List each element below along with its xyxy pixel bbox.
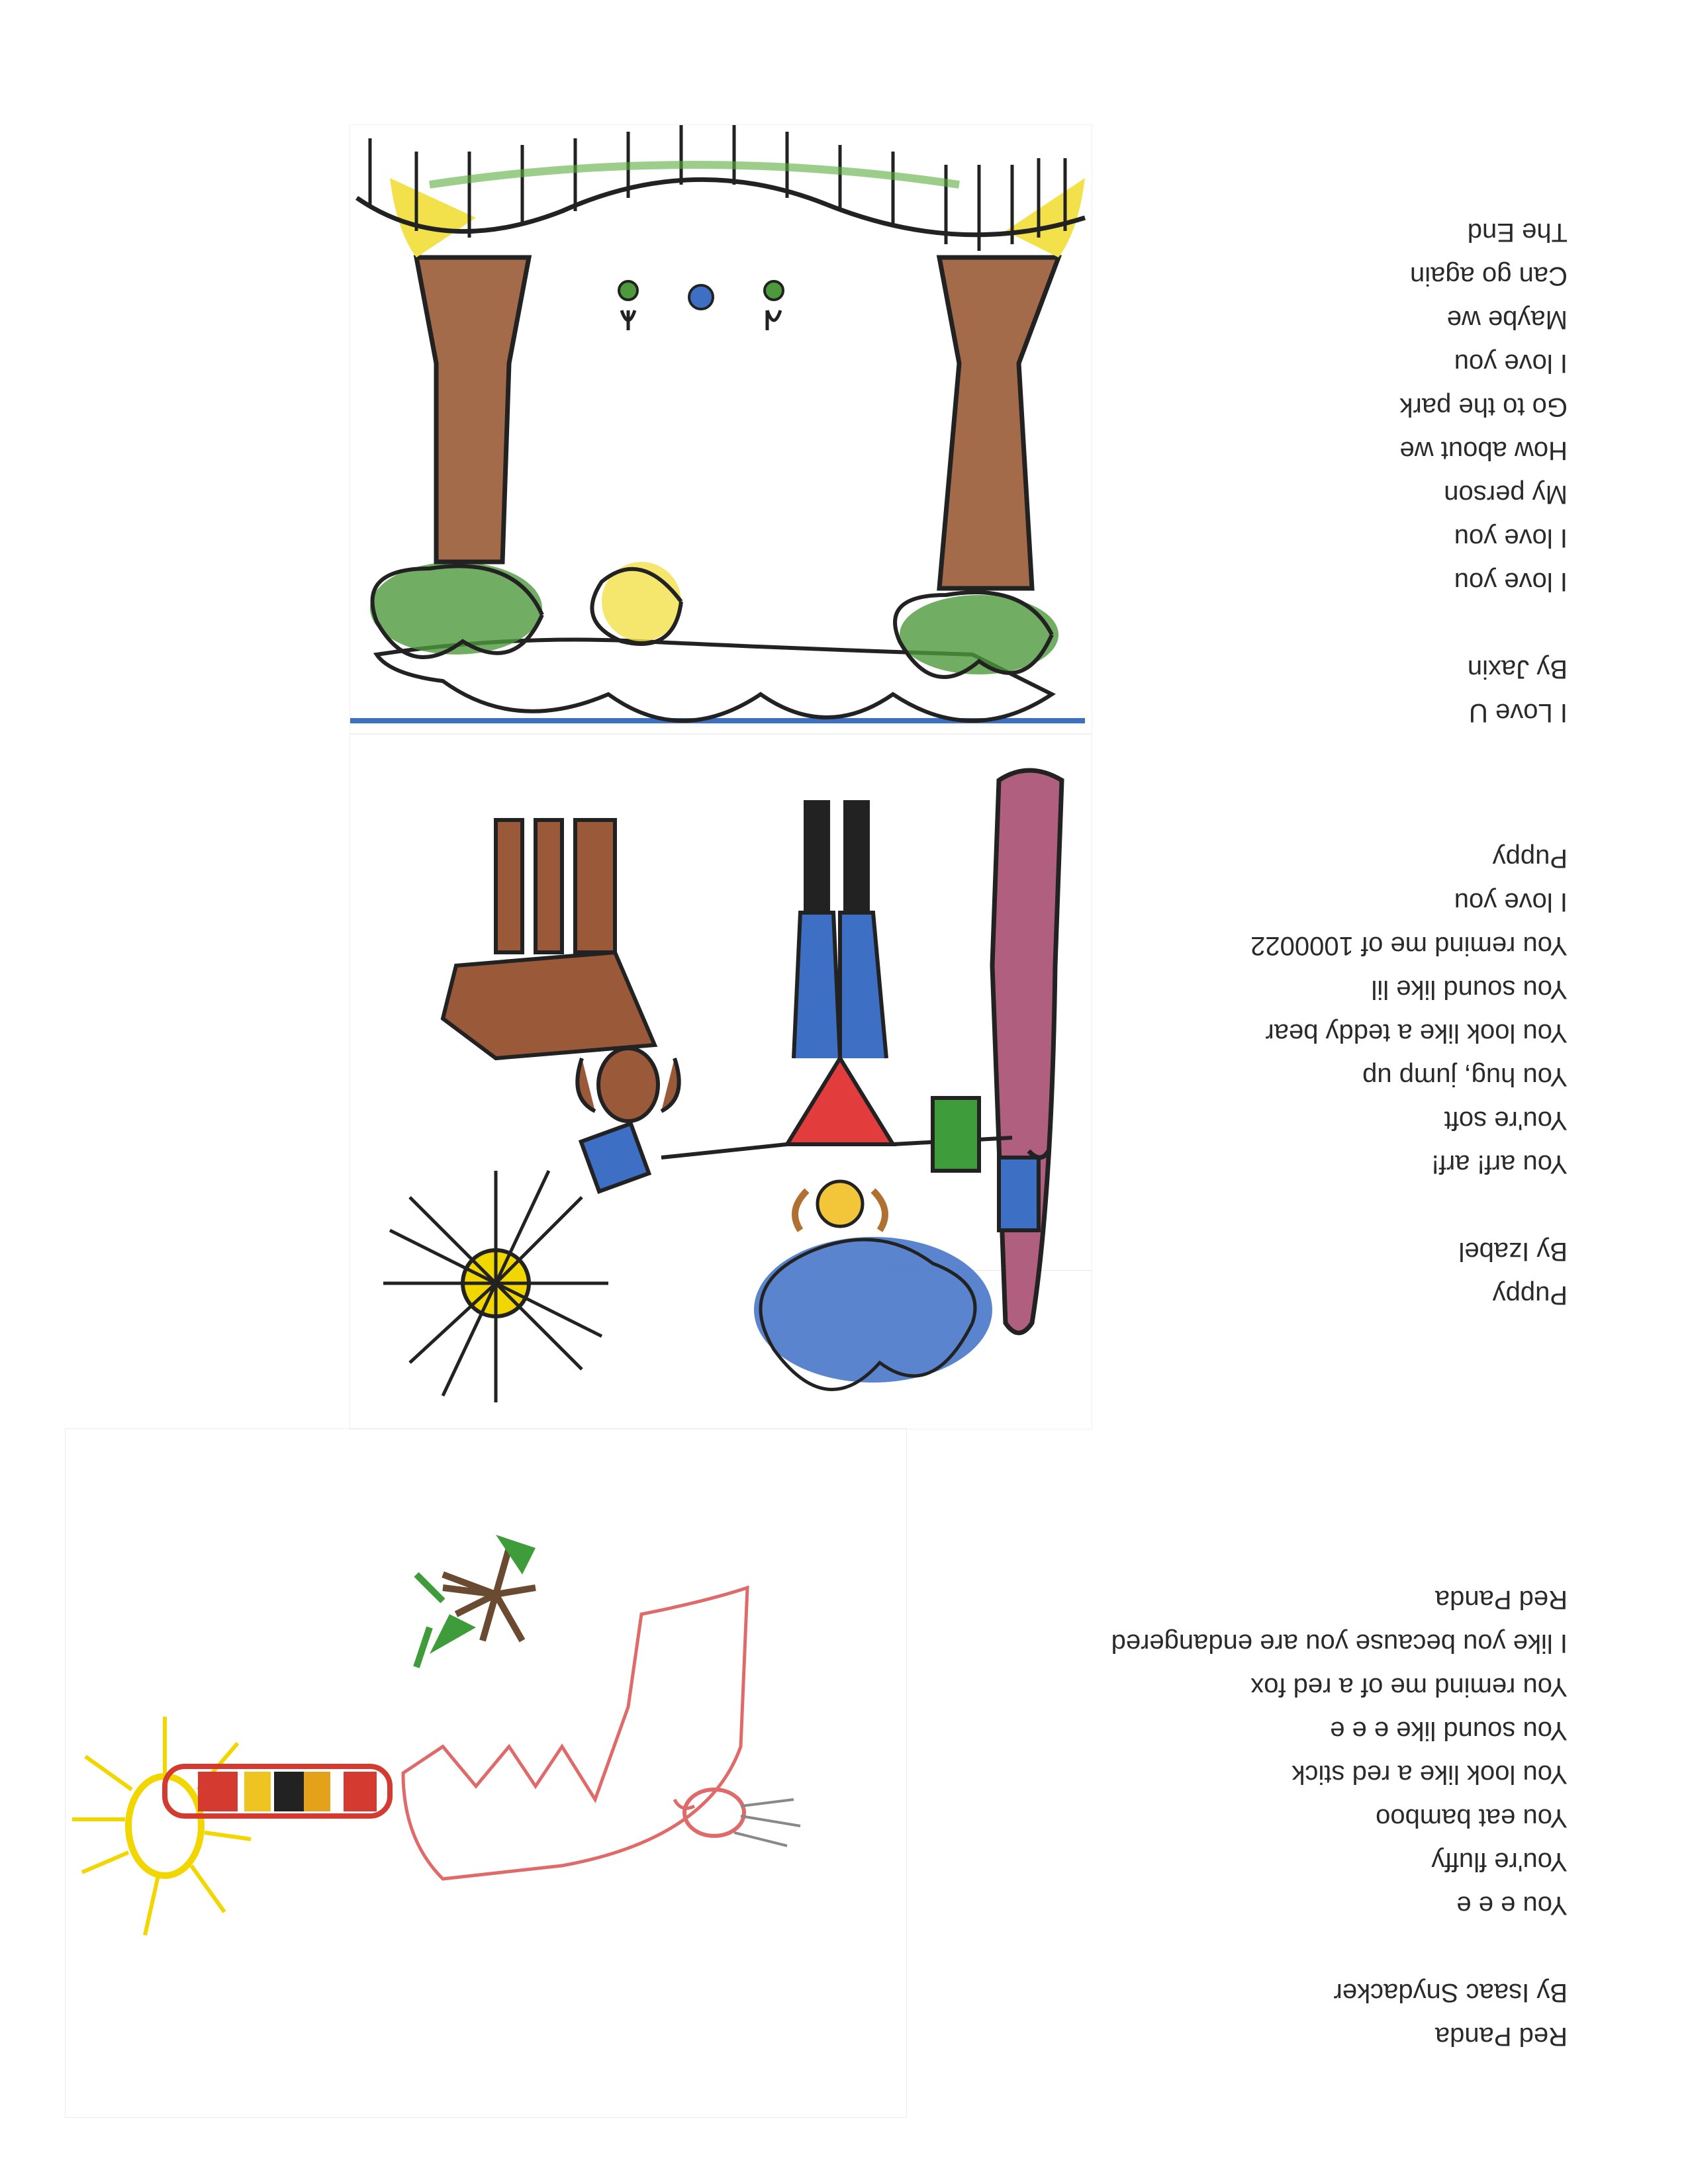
park-drawing (350, 124, 1092, 735)
poem-line: You sound like e e e (1330, 1716, 1568, 1745)
tree-right (390, 178, 529, 562)
poem-line: I love you (1454, 567, 1568, 596)
canopy-line (357, 125, 1085, 251)
bamboo-leaves (416, 1535, 536, 1667)
poem-line: You look like a teddy bear (1265, 1019, 1568, 1048)
poem-line: You arf! arf! (1431, 1150, 1568, 1179)
sun-icon (72, 1717, 251, 1935)
poem-line: You hug, jump up (1362, 1062, 1568, 1091)
poem-line: You sound like lil (1371, 975, 1568, 1004)
poem-line: You remind me of a red fox (1250, 1672, 1568, 1702)
poem-title: Red Panda (1434, 2022, 1568, 2051)
poem-author: By Izabel (1458, 1237, 1568, 1266)
poem-title: I Love U (1469, 698, 1568, 727)
poem-line: You e e e (1456, 1891, 1568, 1920)
poem-line: You look like a red stick (1291, 1760, 1568, 1789)
yellow-ball (592, 562, 681, 644)
poem-red-panda (1111, 1578, 1568, 2058)
puppy-drawing (350, 733, 1092, 1430)
poem-line: You eat bamboo (1376, 1803, 1568, 1833)
poem-line: I love you (1454, 887, 1568, 917)
poem-line: Puppy (1492, 844, 1568, 873)
sun-icon (383, 1171, 608, 1402)
poem-line: You're soft (1444, 1106, 1568, 1135)
blue-puddle (754, 1237, 992, 1390)
poem-line: You're fluffy (1431, 1847, 1568, 1876)
poem-author: By Isaac Snydacker (1333, 1978, 1568, 2007)
poem-puppy (1250, 837, 1568, 1317)
poem-title: Puppy (1492, 1281, 1568, 1310)
poem-line: Red Panda (1434, 1585, 1568, 1614)
poem-line: The End (1467, 218, 1568, 247)
poem-line: My person (1444, 480, 1568, 509)
red-panda-drawing (65, 1428, 907, 2118)
poem-line: Maybe we (1446, 305, 1568, 334)
poem-line: Can go again (1410, 261, 1568, 291)
tree-trunk (992, 770, 1062, 1333)
poem-line: I love you (1454, 523, 1568, 553)
poem-line: I like you because you are endangered (1111, 1629, 1568, 1658)
bird-figures (619, 281, 783, 330)
poem-author: By Jaxin (1467, 655, 1568, 684)
poem-line: Go to the park (1399, 392, 1568, 422)
poem-line: How about we (1399, 436, 1568, 465)
poem-line: I love you (1454, 349, 1568, 378)
poem-i-love-u (1400, 210, 1568, 735)
puppy-figure (443, 820, 679, 1121)
bush-left (895, 592, 1058, 677)
bamboo-stick (165, 1766, 390, 1816)
poem-line: You remind me of 1000022 (1250, 931, 1568, 960)
